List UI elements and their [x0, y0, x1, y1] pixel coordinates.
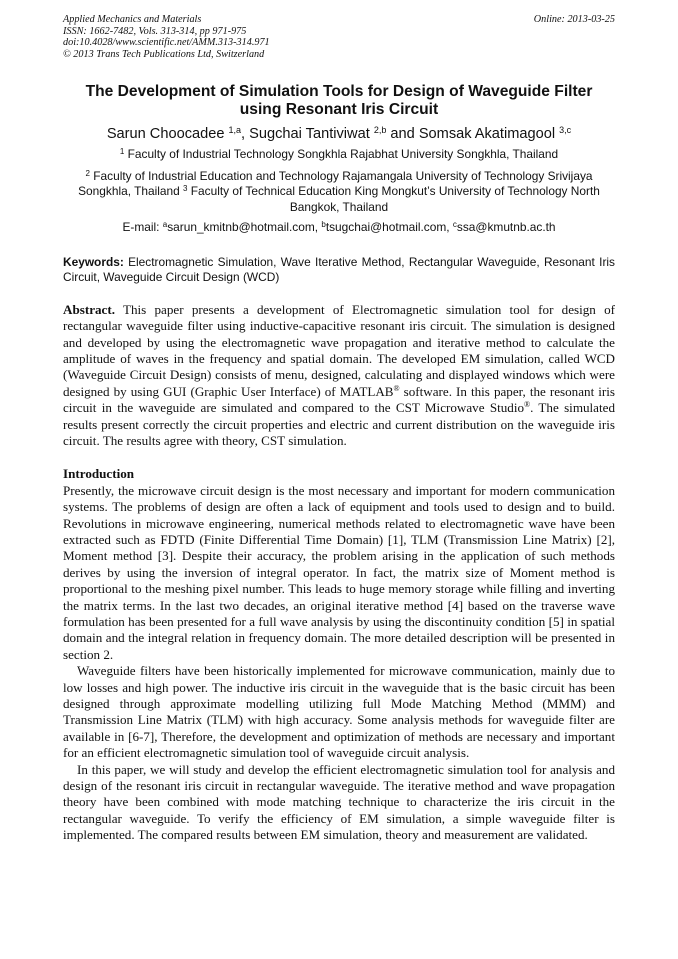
- author-separator: and: [386, 126, 419, 142]
- email-mark: a: [162, 220, 168, 229]
- affiliation-mark: 3: [183, 184, 188, 193]
- author-name: Somsak Akatimagool: [418, 126, 556, 142]
- journal-name: Applied Mechanics and Materials: [63, 14, 202, 25]
- issn-line: ISSN: 1662-7482, Vols. 313-314, pp 971-975: [63, 25, 247, 37]
- registered-mark: ®: [393, 383, 400, 393]
- body-paragraph: Waveguide filters have been historically implemented for microwave communication, mainly due to low losses and high power. The inductive iris circuit in the waveguide that is the basic circuit has been designed through approximate modelling utilizing full Mode Matching Method (MMM) and Transmission Line Matrix (TLM) with high accuracy. Some analysis methods for waveguide filter are available in [6-7], Therefore, the development and optimization of methods are necessary and important for an efficient electromagnetic simulation tool of waveguide circuit analysis.: [63, 663, 615, 761]
- abstract-text: software. In this paper, the resonant iris circuit in the waveguide are simulated and compared to the CST Microwave Studio: [63, 383, 615, 416]
- body-paragraph: Presently, the microwave circuit design is the most necessary and important for modern communication systems. The problems of design are often a lack of equipment and tools used to design and to build. Revolutions in microwave engineering, numerical methods related to electromagnetic wave have been extracted such as FDTD (Finite Differential Time Domain) [1], TLM (Transmission Line Matrix) [2], Moment method [3]. Despite their accuracy, the problem arising in the application of such methods derives by using the inversion of integral operator. In fact, the matrix size of Moment method is proportional to the meshing pixel number. This leads to huge memory storage while filling and inverting the matrix terms. In the last two decades, an original iterative method [4] based on the traverse wave formulation has been presented for a full wave analysis by using the discontinuity condition [5] in spatial domain and the integral relation in frequency domain. The more detailed description will be presented in section 2.: [63, 482, 615, 662]
- affiliation-text: Faculty of Technical Education King Mongkut’s University of Technology North Bangkok, Thailand: [187, 184, 600, 214]
- online-date: Online: 2013-03-25: [533, 14, 615, 25]
- email-line: [63, 220, 615, 236]
- doi-line: doi:10.4028/www.scientific.net/AMM.313-314.971: [63, 37, 270, 48]
- email-address: sarun_kmitnb@hotmail.com,: [167, 220, 322, 234]
- paper-title: The Development of Simulation Tools for Design of Waveguide Filter using Resonant Iris Circuit: [85, 83, 593, 118]
- keywords-label: Keywords:: [63, 254, 124, 269]
- abstract: [63, 302, 615, 450]
- affiliation-text: Faculty of Industrial Technology Songkhla Rajabhat University Songkhla, Thailand: [124, 147, 559, 161]
- author-affiliation-mark: 1,a: [228, 125, 242, 135]
- email-prefix: E-mail:: [122, 220, 163, 234]
- affiliation-2-3: [63, 169, 615, 216]
- keywords: [63, 255, 615, 286]
- body-paragraph: In this paper, we will study and develop the efficient electromagnetic simulation tool for analysis and design of the resonant iris circuit in rectangular waveguide. The iterative method and wave propagation theory have been combined with mode matching technique to characterize the iris circuit in the rectangular waveguide. To verify the efficiency of EM simulation, a simple waveguide filter is implemented. The compared results between EM simulation, theory and measurement are validated.: [63, 761, 615, 843]
- affiliation-mark: 2: [85, 168, 90, 178]
- paper-page: [63, 14, 615, 844]
- registered-mark: ®: [524, 400, 531, 410]
- author-separator: ,: [241, 126, 250, 142]
- journal-header: [63, 14, 615, 60]
- author-affiliation-mark: 3,c: [559, 125, 572, 135]
- section-heading-introduction: Introduction: [63, 466, 135, 482]
- affiliation-1: [63, 147, 615, 163]
- abstract-label: Abstract.: [63, 301, 115, 317]
- affiliation-text: Faculty of Industrial Education and Technology Rajamangala University of Technology Srivijaya Songkhla, Thailand: [78, 168, 593, 198]
- author-list: [63, 125, 615, 143]
- email-mark: b: [321, 220, 326, 229]
- email-address: ssa@kmutnb.ac.th: [456, 220, 556, 234]
- affiliation-mark: 1: [119, 147, 125, 156]
- copyright-line: © 2013 Trans Tech Publications Ltd, Switzerland: [63, 48, 265, 60]
- email-address: tsugchai@hotmail.com,: [325, 220, 453, 234]
- email-mark: c: [452, 220, 457, 229]
- keywords-text: Electromagnetic Simulation, Wave Iterative Method, Rectangular Waveguide, Resonant Iris Circuit, Waveguide Circuit Design (WCD): [63, 254, 615, 285]
- author-affiliation-mark: 2,b: [373, 125, 387, 135]
- abstract-text: . The simulated results present correctly the circuit properties and electric and current distribution on the waveguide iris circuit. The results agree with theory, CST simulation.: [63, 400, 615, 448]
- author-name: Sugchai Tantiviwat: [249, 126, 370, 142]
- abstract-text: This paper presents a development of Electromagnetic simulation tool for design of rectangular waveguide filter using inductive-capacitive resonant iris circuit. The simulation is designed and developed by using the electromagnetic wave propagation and iterative method to calculate the amplitude of waves in the frequency and spatial domain. The developed EM simulation, called WCD (Waveguide Circuit Design) consists of menu, designed, calculating and displayed windows which were designed by using GUI (Graphic User Interface) of MATLAB: [63, 301, 615, 399]
- author-name: Sarun Choocadee: [106, 126, 225, 142]
